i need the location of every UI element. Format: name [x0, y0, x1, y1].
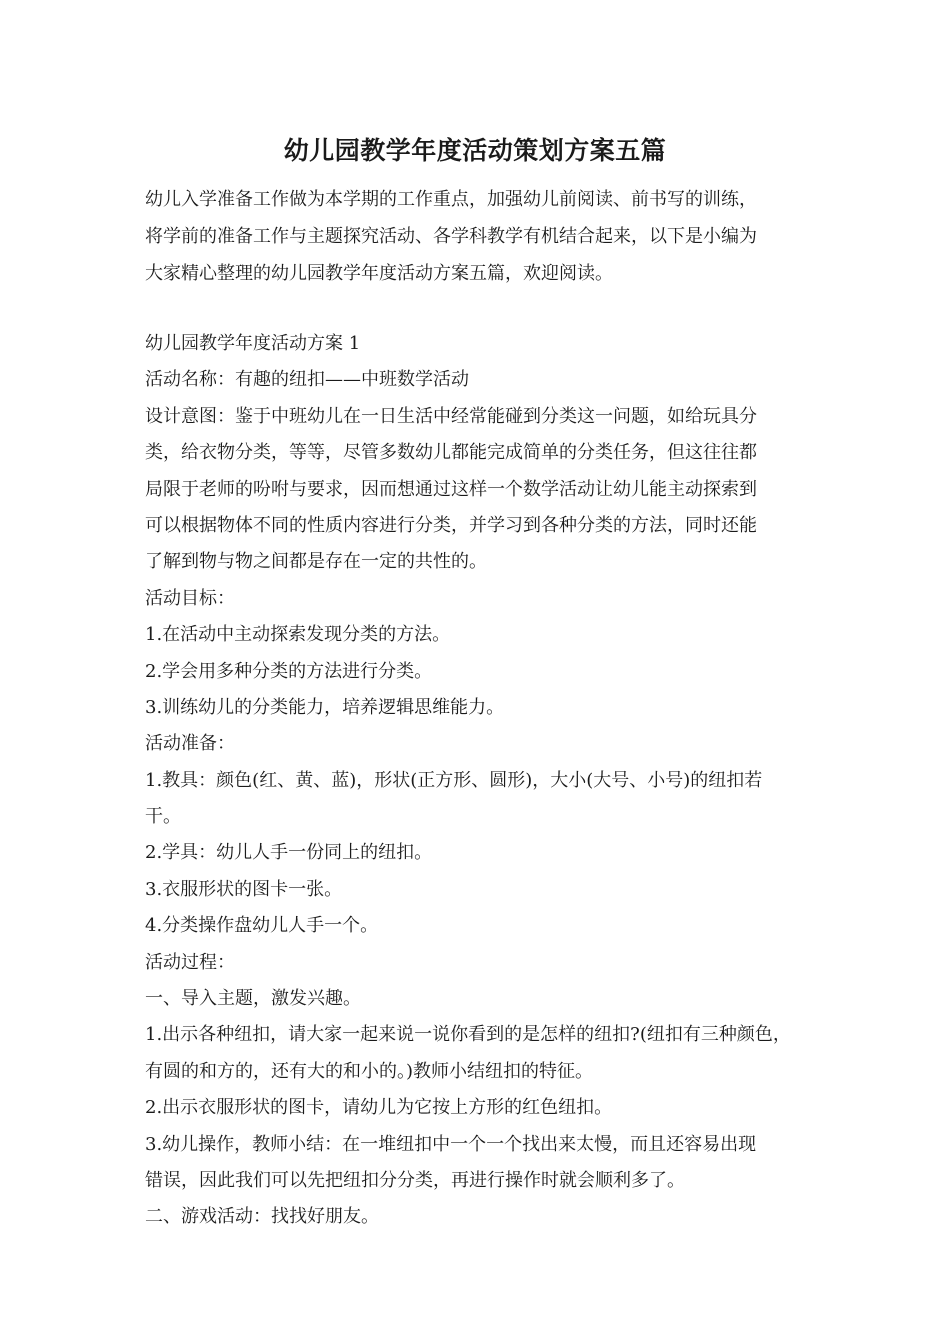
list-item: 1.出示各种纽扣，请大家一起来说一说你看到的是怎样的纽扣?(纽扣有三种颜色， — [145, 1024, 791, 1046]
step-heading: 一、导入主题，激发兴趣。 — [145, 988, 361, 1010]
list-item: 3.幼儿操作，教师小结：在一堆纽扣中一个一个找出来太慢，而且还容易出现 — [145, 1133, 757, 1155]
body-line: 可以根据物体不同的性质内容进行分类，并学习到各种分类的方法，同时还能 — [145, 514, 757, 536]
body-line: 了解到物与物之间都是存在一定的共性的。 — [145, 551, 487, 573]
activity-name: 活动名称：有趣的纽扣——中班数学活动 — [145, 369, 469, 391]
section-heading: 幼儿园教学年度活动方案 1 — [145, 333, 361, 354]
subheading-preparation: 活动准备： — [145, 733, 235, 755]
intro-line: 幼儿入学准备工作做为本学期的工作重点，加强幼儿前阅读、前书写的训练， — [145, 189, 757, 210]
list-item: 2.学具：幼儿人手一份同上的纽扣。 — [145, 842, 433, 864]
list-item: 2.出示衣服形状的图卡，请幼儿为它按上方形的红色纽扣。 — [145, 1097, 613, 1119]
document-body — [145, 326, 825, 1236]
list-item: 2.学会用多种分类的方法进行分类。 — [145, 660, 433, 682]
list-item-continuation: 有圆的和方的，还有大的和小的。)教师小结纽扣的特征。 — [145, 1060, 594, 1082]
list-item-continuation: 干。 — [145, 806, 181, 828]
step-heading: 二、游戏活动：找找好朋友。 — [145, 1206, 379, 1228]
body-line: 类，给衣物分类，等等，尽管多数幼儿都能完成简单的分类任务，但这往往都 — [145, 442, 757, 464]
list-item-continuation: 错误，因此我们可以先把纽扣分分类，再进行操作时就会顺利多了。 — [145, 1169, 685, 1191]
intro-paragraph — [145, 181, 810, 292]
list-item: 1.在活动中主动探索发现分类的方法。 — [145, 624, 451, 646]
intro-line: 大家精心整理的幼儿园教学年度活动方案五篇，欢迎阅读。 — [145, 263, 613, 284]
document-title: 幼儿园教学年度活动策划方案五篇 — [283, 136, 667, 165]
list-item: 3.衣服形状的图卡一张。 — [145, 878, 343, 900]
subheading-process: 活动过程： — [145, 951, 235, 973]
subheading-goals: 活动目标： — [145, 587, 235, 609]
list-item: 1.教具：颜色(红、黄、蓝)，形状(正方形、圆形)，大小(大号、小号)的纽扣若 — [145, 769, 763, 791]
body-line: 局限于老师的吩咐与要求，因而想通过这样一个数学活动让幼儿能主动探索到 — [145, 478, 757, 500]
intro-line: 将学前的准备工作与主题探究活动、各学科教学有机结合起来，以下是小编为 — [145, 226, 757, 247]
list-item: 4.分类操作盘幼儿人手一个。 — [145, 915, 379, 937]
body-line: 设计意图：鉴于中班幼儿在一日生活中经常能碰到分类这一问题，如给玩具分 — [145, 405, 757, 427]
list-item: 3.训练幼儿的分类能力，培养逻辑思维能力。 — [145, 696, 505, 718]
